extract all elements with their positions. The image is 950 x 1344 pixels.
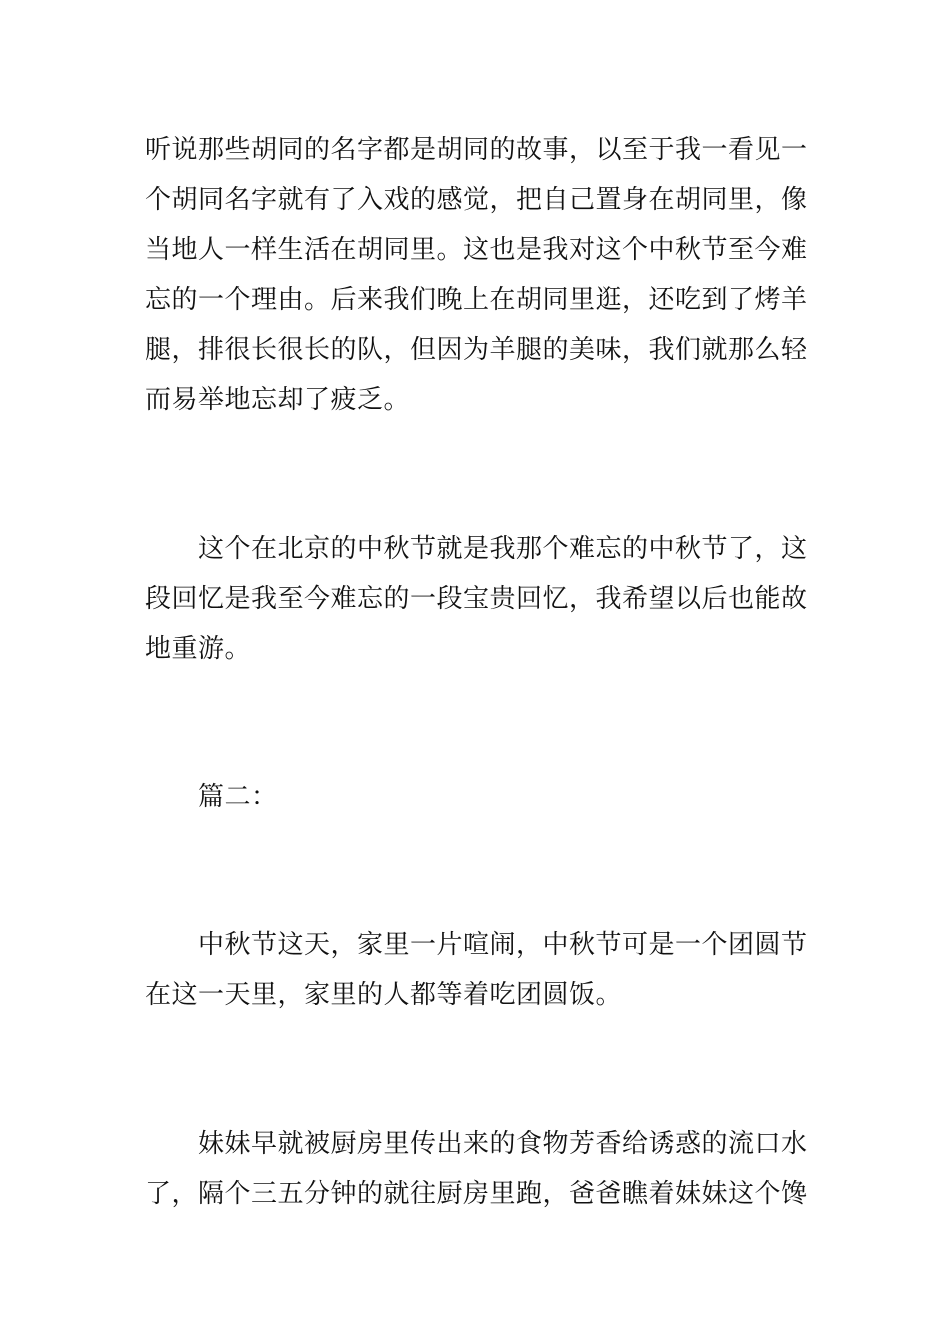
text-line: 妹妹早就被厨房里传出来的食物芳香给诱惑的流口水 [198,1129,808,1159]
text-line: 当地人一样生活在胡同里。这也是我对这个中秋节至今难 [145,235,808,265]
text-line: 在这一天里，家里的人都等着吃团圆饭。 [145,980,623,1010]
text-line: 段回忆是我至今难忘的一段宝贵回忆，我希望以后也能故 [145,584,808,614]
section-title: 篇二： [198,782,278,812]
text-line: 地重游。 [145,634,252,664]
text-line: 腿，排很长很长的队，但因为羊腿的美味，我们就那么轻 [145,335,808,365]
text-line: 了，隔个三五分钟的就往厨房里跑，爸爸瞧着妹妹这个馋 [145,1179,808,1209]
text-line: 忘的一个理由。后来我们晚上在胡同里逛，还吃到了烤羊 [145,285,808,315]
text-line: 听说那些胡同的名字都是胡同的故事，以至于我一看见一 [145,135,808,165]
text-line: 中秋节这天，家里一片喧闹，中秋节可是一个团圆节 [198,930,808,960]
text-line: 而易举地忘却了疲乏。 [145,385,411,415]
text-line: 这个在北京的中秋节就是我那个难忘的中秋节了，这 [198,534,808,564]
text-line: 个胡同名字就有了入戏的感觉，把自己置身在胡同里，像 [145,185,808,215]
